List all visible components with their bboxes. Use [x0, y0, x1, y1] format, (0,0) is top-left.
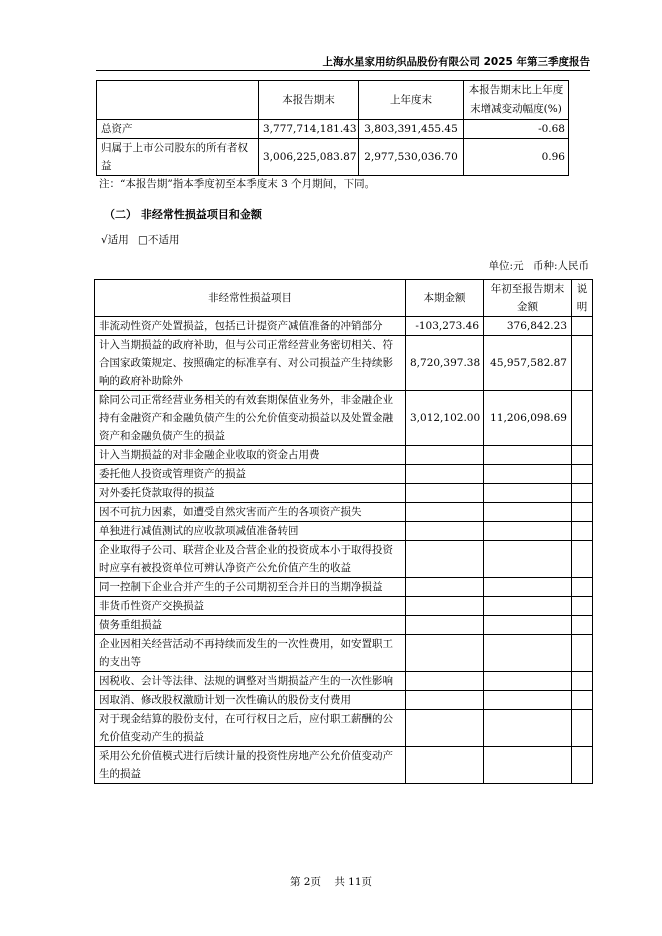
period-note: 注：“本报告期”指本季度初至本季度末 3 个月期间，下同。: [99, 178, 376, 190]
nonrecurring-table: [94, 279, 593, 784]
row-item: 采用公允价值模式进行后续计量的投资性房地产公允价值变动产生的损益: [95, 747, 406, 784]
col-ytd: 年初至报告期末金额: [484, 280, 572, 317]
not-applicable-checkbox: □不适用: [138, 234, 180, 246]
row-ytd: [484, 710, 572, 747]
table-row: [95, 503, 593, 522]
table-row: [95, 336, 593, 391]
row-note: [572, 484, 593, 503]
row-note: [572, 503, 593, 522]
row-current: [406, 465, 484, 484]
table-row: [95, 597, 593, 616]
unit-line: [483, 258, 589, 273]
header-rule: [96, 70, 590, 71]
row-item: 因取消、修改股权激励计划一次性确认的股份支付费用: [95, 691, 406, 710]
table-row: [95, 541, 593, 578]
row-current: [406, 541, 484, 578]
nonrecurring-header-row: [95, 280, 593, 317]
applicable-checkbox: √适用: [101, 234, 129, 246]
nonrecurring-body: [95, 317, 593, 784]
table-row: [95, 484, 593, 503]
row-ytd: [484, 747, 572, 784]
row-item: 计入当期损益的政府补助，但与公司正常经营业务密切相关、符合国家政策规定、按照确定的标准享有、对公司损益产生持续影响的政府补助除外: [95, 336, 406, 391]
summary-col-blank: [97, 81, 259, 120]
row-current: [406, 710, 484, 747]
table-row: [95, 317, 593, 336]
row-note: [572, 446, 593, 465]
row-current: [406, 691, 484, 710]
row-ytd: [484, 616, 572, 635]
col-current: 本期金额: [406, 280, 484, 317]
row-ytd: 45,957,582.87: [484, 336, 572, 391]
summary-row-prior: 3,803,391,455.45: [359, 120, 464, 139]
unit-label: 单位:元: [488, 260, 524, 272]
table-row: [95, 672, 593, 691]
table-row: [95, 391, 593, 446]
summary-header-row: [97, 81, 569, 120]
row-item: 企业因相关经营活动不再持续而发生的一次性费用，如安置职工的支出等: [95, 635, 406, 672]
row-ytd: [484, 672, 572, 691]
row-note: [572, 597, 593, 616]
table-row: [95, 465, 593, 484]
row-ytd: 376,842.23: [484, 317, 572, 336]
applicability: [101, 232, 185, 247]
table-row: [95, 635, 593, 672]
row-item: 对于现金结算的股份支付，在可行权日之后，应付职工薪酬的公允价值变动产生的损益: [95, 710, 406, 747]
summary-col-current: 本报告期末: [259, 81, 359, 120]
page-footer: [0, 874, 662, 889]
summary-row-current: 3,777,714,181.43: [259, 120, 359, 139]
row-note: [572, 691, 593, 710]
summary-table: [96, 80, 569, 176]
row-ytd: 11,206,098.69: [484, 391, 572, 446]
row-current: 8,720,397.38: [406, 336, 484, 391]
summary-row-prior: 2,977,530,036.70: [359, 139, 464, 176]
row-item: 单独进行减值测试的应收款项减值准备转回: [95, 522, 406, 541]
row-note: [572, 317, 593, 336]
col-note: 说明: [572, 280, 593, 317]
row-current: [406, 747, 484, 784]
row-ytd: [484, 503, 572, 522]
row-current: [406, 616, 484, 635]
row-item: 委托他人投资或管理资产的损益: [95, 465, 406, 484]
table-row: [95, 616, 593, 635]
row-item: 因税收、会计等法律、法规的调整对当期损益产生的一次性影响: [95, 672, 406, 691]
summary-row-equity: [97, 139, 569, 176]
summary-row-change: 0.96: [464, 139, 569, 176]
row-note: [572, 522, 593, 541]
row-ytd: [484, 465, 572, 484]
summary-col-prior: 上年度末: [359, 81, 464, 120]
row-ytd: [484, 691, 572, 710]
row-current: -103,273.46: [406, 317, 484, 336]
row-ytd: [484, 597, 572, 616]
row-note: [572, 747, 593, 784]
summary-row-label: 总资产: [97, 120, 259, 139]
row-note: [572, 578, 593, 597]
row-note: [572, 710, 593, 747]
row-note: [572, 672, 593, 691]
row-item: 对外委托贷款取得的损益: [95, 484, 406, 503]
row-current: [406, 635, 484, 672]
summary-row-current: 3,006,225,083.87: [259, 139, 359, 176]
table-row: [95, 522, 593, 541]
summary-row-total-assets: [97, 120, 569, 139]
row-item: 计入当期损益的对非金融企业收取的资金占用费: [95, 446, 406, 465]
table-row: [95, 747, 593, 784]
row-note: [572, 541, 593, 578]
report-header-title: 上海水星家用纺织品股份有限公司 2025 年第三季度报告: [322, 56, 590, 68]
row-current: [406, 672, 484, 691]
row-current: 3,012,102.00: [406, 391, 484, 446]
row-ytd: [484, 522, 572, 541]
row-item: 非货币性资产交换损益: [95, 597, 406, 616]
row-note: [572, 465, 593, 484]
row-item: 因不可抗力因素，如遭受自然灾害而产生的各项资产损失: [95, 503, 406, 522]
row-note: [572, 391, 593, 446]
row-current: [406, 484, 484, 503]
row-note: [572, 336, 593, 391]
row-item: 非流动性资产处置损益，包括已计提资产减值准备的冲销部分: [95, 317, 406, 336]
row-ytd: [484, 541, 572, 578]
summary-col-change: 本报告期末比上年度末增减变动幅度(%): [464, 81, 569, 120]
summary-row-label: 归属于上市公司股东的所有者权益: [97, 139, 259, 176]
table-row: [95, 446, 593, 465]
row-ytd: [484, 578, 572, 597]
table-row: [95, 578, 593, 597]
summary-row-change: -0.68: [464, 120, 569, 139]
row-item: 企业取得子公司、联营企业及合营企业的投资成本小于取得投资时应享有被投资单位可辨认净资产公允价值产生的收益: [95, 541, 406, 578]
row-item: 债务重组损益: [95, 616, 406, 635]
row-item: 除同公司正常经营业务相关的有效套期保值业务外，非金融企业持有金融资产和金融负债产生的公允价值变动损益以及处置金融资产和金融负债产生的损益: [95, 391, 406, 446]
row-note: [572, 616, 593, 635]
row-current: [406, 578, 484, 597]
row-current: [406, 446, 484, 465]
table-row: [95, 710, 593, 747]
row-current: [406, 597, 484, 616]
section-title: （二） 非经常性损益项目和金额: [104, 208, 262, 221]
page-total: 共 11页: [334, 876, 373, 888]
row-current: [406, 522, 484, 541]
page-number: 第 2页: [289, 876, 321, 888]
col-item: 非经常性损益项目: [95, 280, 406, 317]
row-item: 同一控制下企业合并产生的子公司期初至合并日的当期净损益: [95, 578, 406, 597]
currency-label: 币种:人民币: [532, 260, 589, 272]
row-ytd: [484, 484, 572, 503]
row-note: [572, 635, 593, 672]
row-ytd: [484, 446, 572, 465]
row-current: [406, 503, 484, 522]
table-row: [95, 691, 593, 710]
row-ytd: [484, 635, 572, 672]
